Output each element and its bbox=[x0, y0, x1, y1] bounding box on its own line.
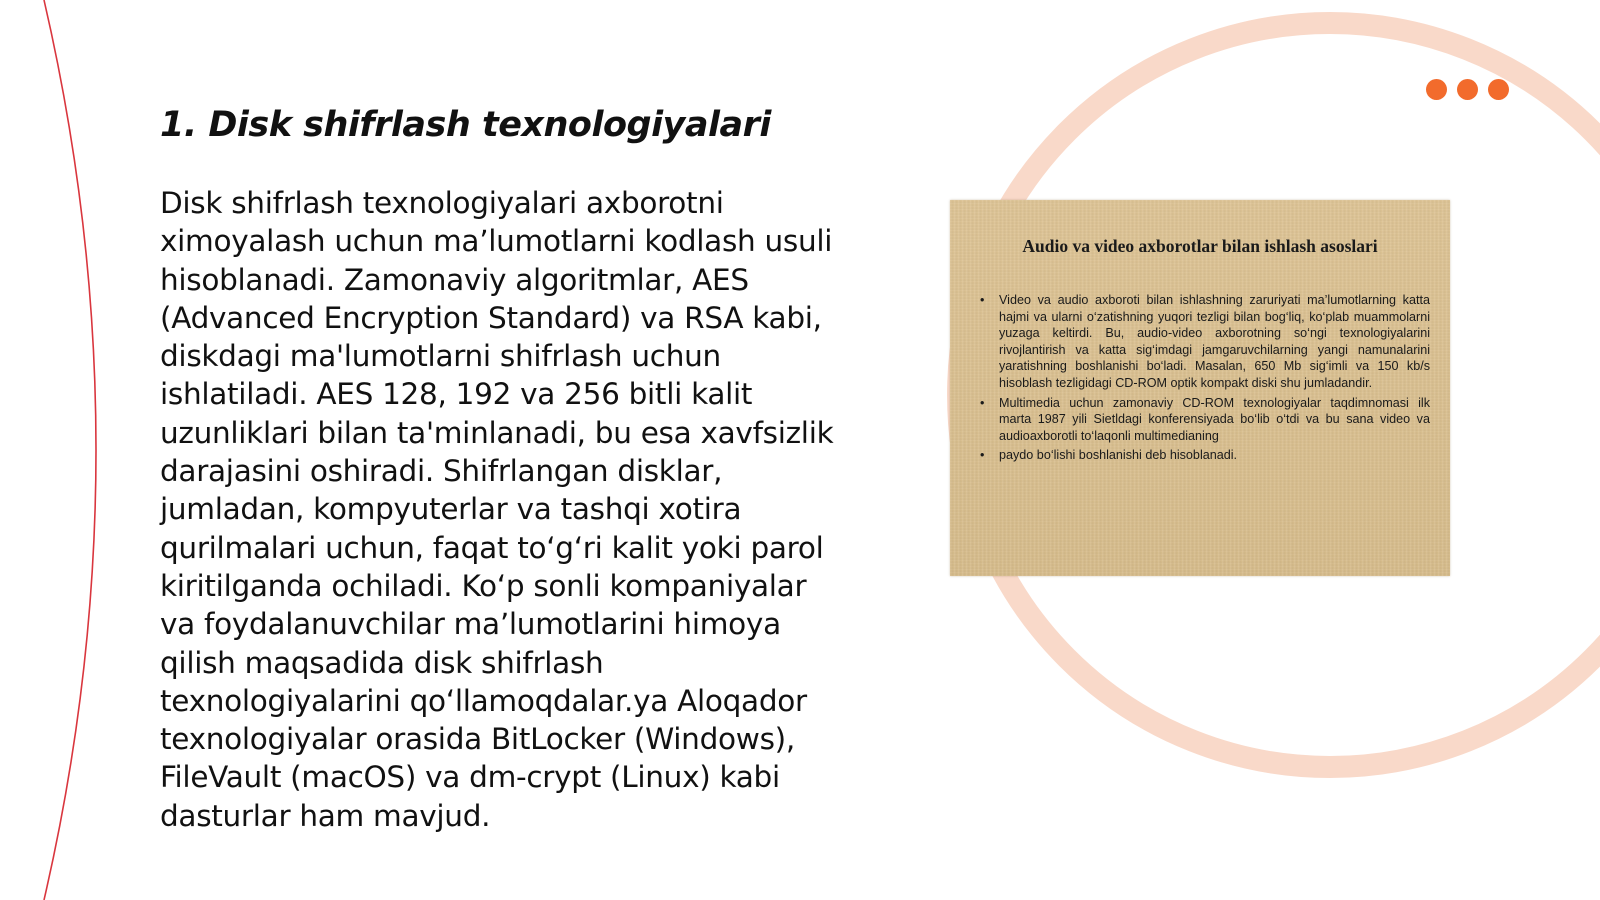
slide-title: 1. Disk shifrlash texnologiyalari bbox=[160, 105, 771, 145]
card-title: Audio va video axborotlar bilan ishlash asoslari bbox=[1022, 236, 1378, 256]
dot-icon bbox=[1457, 79, 1478, 100]
card-bullet-text: Multimedia uchun zamonaviy CD-ROM texnologiyalar taqdimnomasi ilk marta 1987 yili Sietldagi konferensiyada bo‘lib o‘tdi va bu sana video va audioaxborotli to‘laqonli multimedianing bbox=[999, 395, 1430, 443]
card-bullet-item bbox=[980, 447, 1430, 464]
bullet-icon: • bbox=[980, 395, 985, 410]
bullet-icon: • bbox=[980, 293, 985, 307]
left-accent-line bbox=[44, 0, 96, 900]
bullet-icon: • bbox=[980, 448, 985, 463]
card-bullet-item bbox=[980, 292, 1430, 392]
card-bullet-text: Video va audio axboroti bilan ishlashning zaruriyati ma’lumotlarning katta hajmi va ularni o‘zatishning yuqori tezligi bilan bog‘liq, ko‘plab muammolarni yuzaga keltirdi. Bu, audio-video axborotning so‘ngi texnologiyalarini rivojlantirish va katta sig‘imdagi jamgaruvchilarning yangi namunalarini yaratishning boshlanishi bo‘ladi. Masalan, 650 Mb sig‘imli va 150 kb/s hisoblash tezligidagi CD-ROM optik kompakt diski shu jumladandir. bbox=[999, 293, 1430, 390]
dot-icon bbox=[1488, 79, 1509, 100]
dot-icon bbox=[1426, 79, 1447, 100]
card-bullet-text: paydo bo‘lishi boshlanishi deb hisoblanadi. bbox=[999, 448, 1238, 463]
menu-dots bbox=[1426, 79, 1516, 101]
card-bullet-item bbox=[980, 395, 1430, 445]
embedded-image-card bbox=[950, 200, 1450, 576]
card-bullet-list bbox=[980, 292, 1430, 467]
slide-body-text: Disk shifrlash texnologiyalari axborotni ximoyalash uchun ma’lumotlarni kodlash usuli hisoblanadi. Zamonaviy algoritmlar, AES (Advanced Encryption Standard) va RSA kabi, diskdagi ma'lumotlarni shifrlash uchun ishlatiladi. AES 128, 192 va 256 bitli kalit uzunliklari bilan ta'minlanadi, bu esa xavfsizlik darajasini oshiradi. Shifrlangan disklar, jumladan, kompyuterlar va tashqi xotira qurilmalari uchun, faqat to‘g‘ri kalit yoki parol kiritilganda ochiladi. Ko‘p sonli kompaniyalar va foydalanuvchilar ma’lumotlarini himoya qilish maqsadida disk shifrlash texnologiyalarini qo‘llamoqdalar.ya Aloqador texnologiyalar orasida BitLocker (Windows), FileVault (macOS) va dm-crypt (Linux) kabi dasturlar ham mavjud. bbox=[160, 186, 834, 833]
